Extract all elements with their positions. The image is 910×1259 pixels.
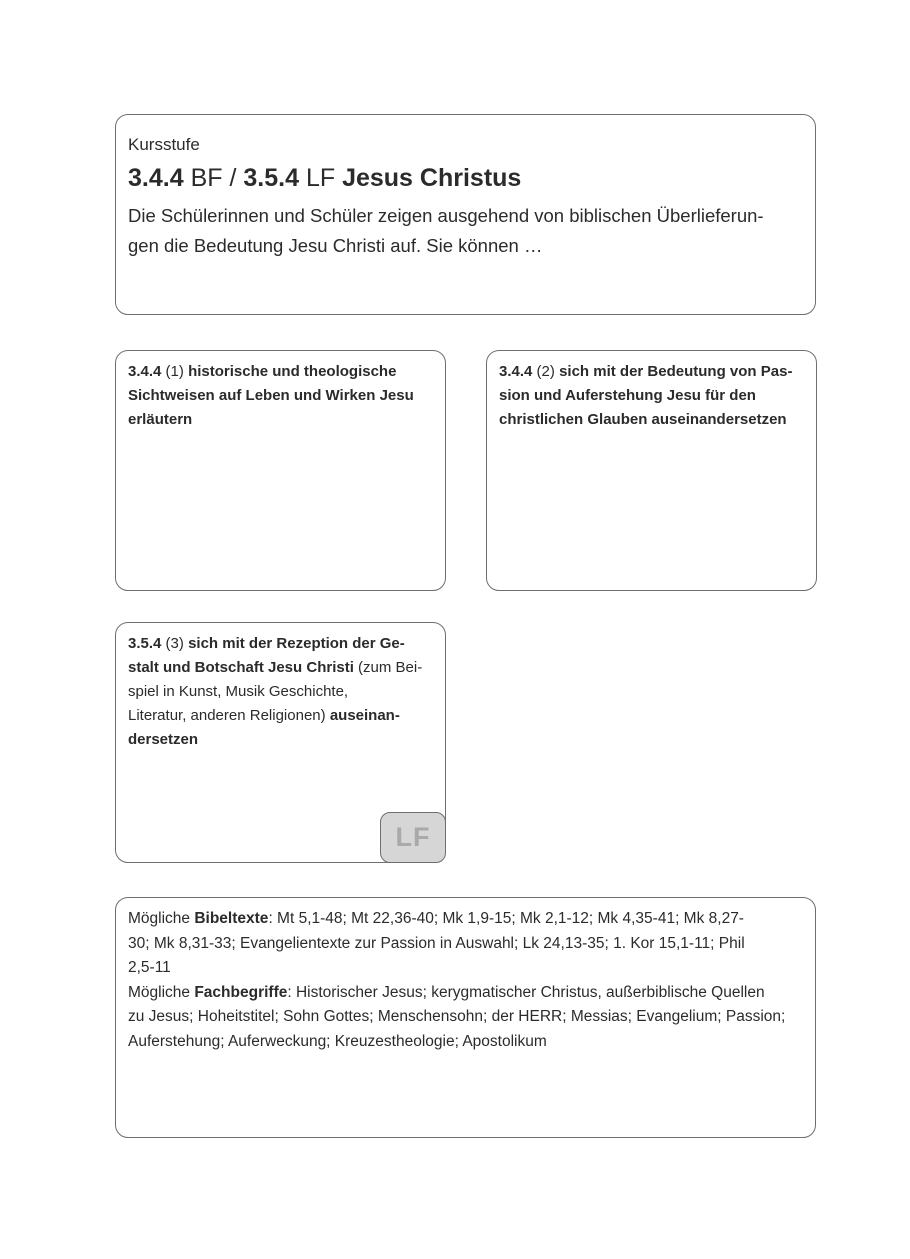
competency-number: (3) bbox=[165, 635, 184, 652]
terms-line: zu Jesus; Hoheitstitel; Sohn Gottes; Menschensohn; der HERR; Messias; Evangelium; Passion; bbox=[128, 1008, 786, 1025]
competency-line: auseinan- bbox=[329, 707, 400, 724]
competency-number: (2) bbox=[536, 363, 555, 380]
lf-badge: LF bbox=[380, 812, 446, 863]
competency-line: erläutern bbox=[128, 411, 193, 428]
terms-prefix: Mögliche bbox=[128, 983, 191, 1001]
technical-terms bbox=[128, 981, 803, 1055]
competency-line: Sichtweisen auf Leben und Wirken Jesu bbox=[128, 387, 414, 404]
terms-label: Fachbegriffe bbox=[194, 983, 288, 1001]
competency-box-1 bbox=[115, 350, 446, 591]
competency-line: Literatur, anderen Religionen) bbox=[128, 707, 326, 724]
bible-line: : Mt 5,1-48; Mt 22,36-40; Mk 1,9-15; Mk 2,1-12; Mk 4,35-41; Mk 8,27- bbox=[268, 910, 744, 927]
competency-line: christlichen Glauben auseinandersetzen bbox=[499, 411, 787, 428]
competency-line: (zum Bei- bbox=[358, 659, 423, 676]
title-code-lf: 3.5.4 bbox=[243, 164, 299, 192]
header-box bbox=[115, 114, 816, 315]
competency-line: sich mit der Rezeption der Ge- bbox=[188, 635, 405, 652]
title-separator: / bbox=[229, 164, 237, 192]
title-code-bf: 3.4.4 bbox=[128, 164, 184, 192]
competency-code: 3.5.4 bbox=[128, 635, 162, 652]
competency-line: sion und Auferstehung Jesu für den bbox=[499, 387, 756, 404]
competency-number: (1) bbox=[165, 363, 184, 380]
competency-text bbox=[499, 360, 804, 432]
terms-line: Auferstehung; Auferweckung; Kreuzestheologie; Apostolikum bbox=[128, 1032, 547, 1050]
intro-line: gen die Bedeutung Jesu Christi auf. Sie können … bbox=[128, 235, 543, 256]
page-title bbox=[128, 164, 803, 193]
title-lf: LF bbox=[305, 164, 336, 192]
intro-text bbox=[128, 201, 803, 261]
competency-text bbox=[128, 632, 433, 752]
competency-line: historische und theologische bbox=[188, 363, 397, 380]
bible-label: Bibeltexte bbox=[194, 910, 269, 927]
terms-line: : Historischer Jesus; kerygmatischer Christus, außerbiblische Quellen bbox=[287, 983, 765, 1001]
competency-line: sich mit der Bedeutung von Pas- bbox=[559, 363, 793, 380]
competency-line: stalt und Botschaft Jesu Christi bbox=[128, 659, 354, 676]
bible-prefix: Mögliche bbox=[128, 910, 191, 927]
competency-line: dersetzen bbox=[128, 731, 199, 748]
competency-line: spiel in Kunst, Musik Geschichte, bbox=[128, 683, 349, 700]
bible-line: 2,5-11 bbox=[128, 959, 171, 976]
course-level-label: Kursstufe bbox=[128, 135, 200, 154]
footer-box bbox=[115, 897, 816, 1138]
title-bf: BF bbox=[190, 164, 223, 192]
competency-code: 3.4.4 bbox=[128, 363, 162, 380]
title-topic: Jesus Christus bbox=[342, 164, 522, 192]
competency-box-2 bbox=[486, 350, 817, 591]
bible-line: 30; Mk 8,31-33; Evangelientexte zur Passion in Auswahl; Lk 24,13-35; 1. Kor 15,1-11; Phil bbox=[128, 934, 745, 952]
competency-code: 3.4.4 bbox=[499, 363, 533, 380]
bible-texts bbox=[128, 907, 803, 981]
competency-text bbox=[128, 360, 433, 432]
intro-line: Die Schülerinnen und Schüler zeigen ausgehend von biblischen Überlieferun- bbox=[128, 205, 764, 226]
